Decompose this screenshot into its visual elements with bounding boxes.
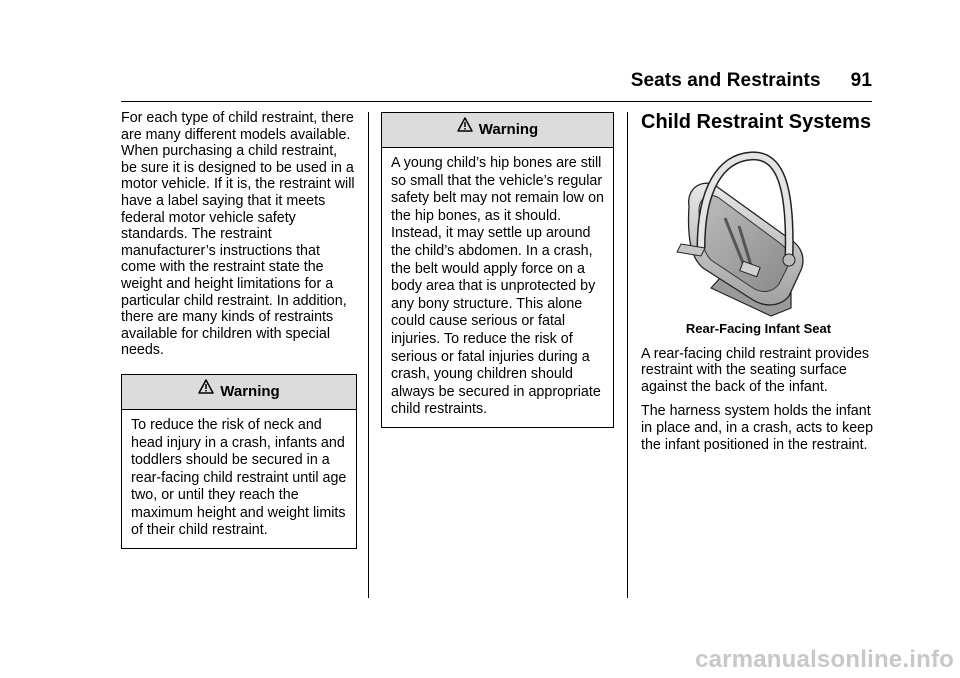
warning-triangle-icon — [457, 111, 473, 145]
section-title: Seats and Restraints — [630, 70, 821, 91]
header-rule — [121, 101, 872, 102]
warning-text: A young child’s hip bones are still so small that the vehicle’s regular safety belt may not remain low on the hip bones, as it should. Instead, it may settle up around the child’s abdomen. In a crash, the belt would apply force on a body area that is unprotected by any bony structure. This alone could cause serious or fatal injuries. To reduce the risk of serious or fatal injuries during a crash, young children should always be secured in appropriate child restraints. — [391, 155, 604, 418]
paragraph-harness: The harness system holds the infant in place and, in a crash, acts to keep the infant positioned in the restraint. — [641, 403, 874, 453]
warning-title: Warning — [478, 121, 539, 138]
column-divider-1 — [368, 112, 369, 598]
warning-box-neck-injury — [121, 374, 357, 549]
infant-seat-illustration — [641, 148, 876, 318]
warning-triangle-icon — [198, 373, 214, 407]
page-header — [631, 70, 872, 92]
warning-text: To reduce the risk of neck and head injury in a crash, infants and toddlers should be secured in a rear-facing child restraint until age two, or until they reach the maximum height and weight limits of their child restraint. — [131, 416, 347, 539]
intro-paragraph: For each type of child restraint, there are many different models available. When purchasing a child restraint, be sure it is designed to be used in a motor vehicle. If it is, the restraint will have a label saying that it meets federal motor vehicle safety standards. The restraint manufacturer’s instructions that come with the restraint state the weight and height limitations for a particular child restraint. In addition, there are many kinds of restraints available for children with special needs. — [121, 110, 355, 359]
column-divider-2 — [627, 112, 628, 598]
column-1 — [121, 110, 357, 549]
warning-header — [122, 375, 356, 410]
warning-header — [382, 113, 613, 148]
column-2 — [381, 112, 614, 428]
watermark: carmanualsonline.info — [695, 646, 954, 673]
page-number: 91 — [850, 70, 872, 91]
paragraph-rear-facing: A rear-facing child restraint provides restraint with the seating surface against the back of the infant. — [641, 345, 870, 395]
warning-box-hip-bones — [381, 112, 614, 428]
column-3 — [641, 110, 876, 453]
figure-caption: Rear-Facing Infant Seat — [685, 321, 832, 336]
child-restraint-title: Child Restraint Systems — [641, 111, 872, 133]
warning-title: Warning — [220, 382, 280, 400]
